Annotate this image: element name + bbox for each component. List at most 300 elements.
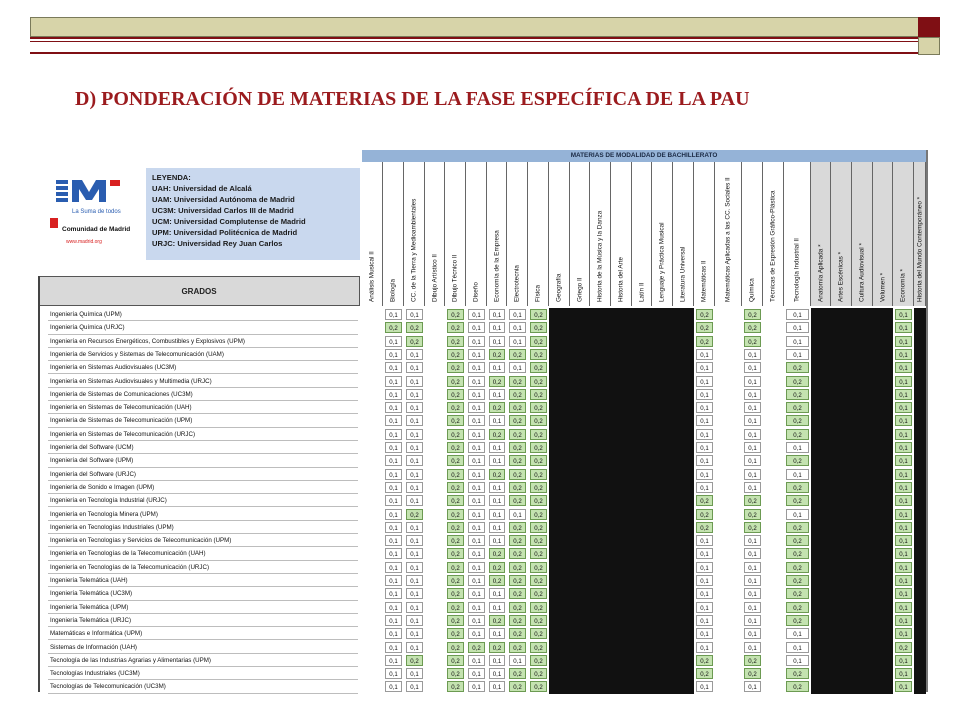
weight-cell: 0,1	[744, 548, 761, 559]
weight-cell: 0,1	[895, 509, 912, 520]
column-header	[831, 162, 852, 306]
weight-cell: 0,1	[744, 402, 761, 413]
weight-cell: 0,1	[696, 482, 713, 493]
legend-item: URJC: Universidad Rey Juan Carlos	[152, 239, 283, 248]
column-header	[763, 162, 784, 306]
weight-cell: 0,1	[895, 349, 912, 360]
weight-cell: 0,1	[696, 362, 713, 373]
weight-cell: 0,2	[530, 668, 547, 679]
column-header-label: Historia de la Música y la Danza	[596, 210, 604, 302]
weight-cell: 0,2	[530, 376, 547, 387]
weight-cell: 0,1	[468, 602, 485, 613]
weight-cell: 0,1	[786, 336, 809, 347]
weight-cell: 0,1	[696, 548, 713, 559]
weight-cell: 0,2	[530, 615, 547, 626]
weight-cell: 0,1	[406, 362, 423, 373]
header-square-red	[918, 17, 940, 37]
weight-cell: 0,2	[786, 535, 809, 546]
weight-cell: 0,1	[696, 602, 713, 613]
weight-cell: 0,2	[447, 575, 464, 586]
weight-cell: 0,2	[406, 336, 423, 347]
weight-cell: 0,1	[406, 376, 423, 387]
column-header	[852, 162, 873, 306]
weight-cell: 0,1	[385, 309, 402, 320]
weight-cell: 0,2	[530, 442, 547, 453]
weight-cell: 0,2	[489, 615, 505, 626]
weight-cell: 0,1	[468, 668, 485, 679]
weight-cell: 0,1	[786, 322, 809, 333]
logo-org-text: Comunidad de Madrid	[62, 226, 131, 233]
weight-cell: 0,1	[744, 535, 761, 546]
weight-cell: 0,2	[447, 309, 464, 320]
column-header	[590, 162, 611, 306]
weight-cell: 0,1	[696, 389, 713, 400]
column-header-label: Cultura Audiovisual *	[858, 243, 866, 302]
weight-cell: 0,2	[786, 522, 809, 533]
weight-cell: 0,1	[895, 655, 912, 666]
weight-cell: 0,2	[489, 349, 505, 360]
weight-cell: 0,1	[744, 469, 761, 480]
weight-cell: 0,1	[406, 429, 423, 440]
weight-cell: 0,1	[468, 322, 485, 333]
weight-cell: 0,1	[468, 349, 485, 360]
weight-cell: 0,2	[509, 495, 526, 506]
weight-cell: 0,1	[468, 655, 485, 666]
weight-cell: 0,1	[895, 362, 912, 373]
column-header-label: Latín II	[638, 282, 645, 302]
weight-cell: 0,1	[468, 469, 485, 480]
weight-cell: 0,2	[509, 668, 526, 679]
weight-cell: 0,1	[895, 482, 912, 493]
weight-cell: 0,1	[489, 509, 505, 520]
column-header	[694, 162, 715, 306]
grado-name: Ingeniería en Recursos Energéticos, Combustibles y Explosivos (UPM)	[48, 335, 358, 348]
weight-cell: 0,2	[509, 602, 526, 613]
weight-cell: 0,2	[744, 668, 761, 679]
header-rule	[30, 37, 918, 39]
weight-cell: 0,1	[385, 389, 402, 400]
weight-cell: 0,1	[385, 681, 402, 692]
grado-name: Ingeniería en Tecnologías y Servicios de Telecomunicación (UPM)	[48, 534, 358, 547]
weight-cell: 0,2	[786, 429, 809, 440]
weight-cell: 0,1	[468, 615, 485, 626]
weight-cell: 0,2	[786, 588, 809, 599]
column-header-label: Historia del Arte	[617, 256, 625, 302]
grados-header: GRADOS	[38, 276, 360, 306]
column-header	[466, 162, 487, 306]
grado-name: Ingeniería de Servicios y Sistemas de Telecomunicación (UAM)	[48, 348, 358, 361]
column-header	[445, 162, 466, 306]
weight-cell: 0,1	[786, 442, 809, 453]
weight-cell: 0,1	[468, 562, 485, 573]
no-weight-area	[914, 308, 926, 694]
column-header	[507, 162, 528, 306]
weight-cell: 0,1	[489, 322, 505, 333]
weight-cell: 0,1	[406, 349, 423, 360]
weight-cell: 0,1	[406, 309, 423, 320]
weight-cell: 0,2	[696, 522, 713, 533]
column-header	[487, 162, 507, 306]
weight-cell: 0,2	[509, 455, 526, 466]
weight-cell: 0,2	[786, 376, 809, 387]
weight-cell: 0,1	[385, 548, 402, 559]
weight-cell: 0,2	[509, 349, 526, 360]
weight-cell: 0,1	[468, 415, 485, 426]
weight-cell: 0,2	[530, 415, 547, 426]
legend-box	[146, 168, 360, 260]
weight-cell: 0,2	[530, 522, 547, 533]
weight-cell: 0,2	[696, 668, 713, 679]
column-header	[742, 162, 763, 306]
weight-cell: 0,2	[489, 429, 505, 440]
weight-cell: 0,2	[509, 681, 526, 692]
weight-cell: 0,1	[468, 681, 485, 692]
logo-url-text: www.madrid.org	[66, 239, 102, 245]
weight-cell: 0,2	[406, 322, 423, 333]
grado-name: Tecnología de las Industrias Agrarias y Alimentarias (UPM)	[48, 654, 358, 667]
weight-cell: 0,2	[489, 548, 505, 559]
weight-cell: 0,1	[385, 522, 402, 533]
grado-name: Ingeniería en Sistemas Audiovisuales (UC3M)	[48, 361, 358, 374]
weight-cell: 0,1	[895, 681, 912, 692]
weight-cell: 0,2	[447, 522, 464, 533]
weight-cell: 0,2	[786, 548, 809, 559]
weight-cell: 0,1	[489, 668, 505, 679]
weight-cell: 0,1	[895, 429, 912, 440]
column-header	[632, 162, 652, 306]
weight-cell: 0,1	[509, 362, 526, 373]
weight-cell: 0,2	[786, 615, 809, 626]
grado-name: Ingeniería en Tecnología Industrial (URJC)	[48, 494, 358, 507]
weight-cell: 0,1	[385, 588, 402, 599]
grado-name: Ingeniería de Sonido e Imagen (UPM)	[48, 481, 358, 494]
weight-cell: 0,1	[489, 628, 505, 639]
table-left-border	[38, 276, 40, 692]
column-header-label: Griego II	[576, 277, 583, 302]
weight-cell: 0,2	[509, 429, 526, 440]
weight-cell: 0,2	[530, 509, 547, 520]
weight-cell: 0,2	[447, 469, 464, 480]
weight-cell: 0,1	[385, 642, 402, 653]
weight-cell: 0,1	[489, 336, 505, 347]
weight-cell: 0,1	[406, 442, 423, 453]
weight-cell: 0,1	[406, 482, 423, 493]
weight-cell: 0,2	[530, 681, 547, 692]
weight-cell: 0,2	[447, 455, 464, 466]
weight-cell: 0,1	[744, 681, 761, 692]
column-header	[362, 162, 383, 306]
grado-name: Sistemas de Información (UAH)	[48, 641, 358, 654]
column-header	[549, 162, 570, 306]
weight-cell: 0,1	[696, 615, 713, 626]
weight-cell: 0,2	[786, 362, 809, 373]
weight-cell: 0,1	[895, 376, 912, 387]
weight-cell: 0,1	[406, 402, 423, 413]
weight-cell: 0,2	[447, 402, 464, 413]
column-header	[893, 162, 914, 306]
weight-cell: 0,2	[696, 509, 713, 520]
weight-cell: 0,1	[744, 562, 761, 573]
weight-cell: 0,2	[509, 628, 526, 639]
header-bar	[30, 17, 920, 37]
weight-cell: 0,2	[786, 495, 809, 506]
column-header-label: Técnicas de Expresión Gráfico-Plástica	[769, 190, 777, 302]
weight-cell: 0,2	[509, 562, 526, 573]
column-header-label: Física	[534, 284, 542, 302]
weight-cell: 0,1	[744, 429, 761, 440]
weight-cell: 0,1	[895, 495, 912, 506]
weight-cell: 0,2	[447, 482, 464, 493]
weight-cell: 0,2	[786, 455, 809, 466]
column-header	[383, 162, 404, 306]
column-header-label: Química	[748, 278, 756, 302]
weight-cell: 0,2	[447, 349, 464, 360]
no-weight-area	[549, 308, 694, 694]
weight-cell: 0,2	[447, 602, 464, 613]
weight-cell: 0,1	[406, 562, 423, 573]
weight-cell: 0,1	[744, 349, 761, 360]
weight-cell: 0,1	[468, 482, 485, 493]
weight-cell: 0,1	[489, 655, 505, 666]
weight-cell: 0,1	[385, 336, 402, 347]
weight-cell: 0,1	[385, 535, 402, 546]
weight-cell: 0,2	[530, 469, 547, 480]
weight-cell: 0,1	[385, 362, 402, 373]
weight-cell: 0,2	[530, 562, 547, 573]
weight-cell: 0,1	[468, 362, 485, 373]
weight-cell: 0,1	[744, 415, 761, 426]
weight-cell: 0,2	[530, 402, 547, 413]
weight-cell: 0,1	[895, 442, 912, 453]
weight-cell: 0,2	[489, 642, 505, 653]
weight-cell: 0,2	[447, 509, 464, 520]
column-header-label: Geografía	[555, 273, 563, 302]
weight-cell: 0,2	[509, 615, 526, 626]
weight-cell: 0,1	[468, 588, 485, 599]
legend-item: UCM: Universidad Complutense de Madrid	[152, 217, 306, 226]
weight-cell: 0,2	[509, 442, 526, 453]
weight-cell: 0,1	[744, 642, 761, 653]
column-header	[873, 162, 893, 306]
weight-cell: 0,1	[468, 402, 485, 413]
column-header-label: Dibujo Artístico II	[431, 254, 438, 302]
weight-cell: 0,2	[530, 349, 547, 360]
weight-cell: 0,2	[786, 668, 809, 679]
weight-cell: 0,2	[744, 522, 761, 533]
column-header	[611, 162, 632, 306]
weight-cell: 0,2	[530, 602, 547, 613]
weight-cell: 0,1	[385, 402, 402, 413]
weight-cell: 0,2	[696, 322, 713, 333]
weight-cell: 0,2	[696, 655, 713, 666]
weight-cell: 0,1	[895, 562, 912, 573]
weight-cell: 0,2	[786, 402, 809, 413]
weight-cell: 0,1	[509, 309, 526, 320]
grado-name: Ingeniería del Software (URJC)	[48, 468, 358, 481]
weight-cell: 0,1	[468, 389, 485, 400]
weight-cell: 0,1	[406, 548, 423, 559]
weight-cell: 0,1	[406, 575, 423, 586]
weight-cell: 0,2	[509, 415, 526, 426]
weight-cell: 0,1	[406, 588, 423, 599]
weight-cell: 0,2	[447, 588, 464, 599]
header-rule-bottom	[30, 52, 918, 54]
weight-cell: 0,1	[744, 389, 761, 400]
column-header	[528, 162, 549, 306]
grado-name: Ingeniería en Sistemas de Telecomunicación (URJC)	[48, 428, 358, 441]
weight-cell: 0,2	[489, 376, 505, 387]
weight-cell: 0,2	[530, 455, 547, 466]
weight-cell: 0,1	[385, 628, 402, 639]
weight-cell: 0,2	[530, 389, 547, 400]
weight-cell: 0,2	[447, 562, 464, 573]
weight-cell: 0,1	[509, 509, 526, 520]
weight-cell: 0,1	[468, 575, 485, 586]
weight-cell: 0,1	[489, 602, 505, 613]
weight-cell: 0,2	[786, 602, 809, 613]
weight-cell: 0,1	[786, 509, 809, 520]
weight-cell: 0,1	[385, 442, 402, 453]
grado-name: Ingeniería Química (URJC)	[48, 321, 358, 334]
weight-cell: 0,2	[509, 588, 526, 599]
grado-name: Ingeniería en Tecnologías de la Telecomunicación (URJC)	[48, 561, 358, 574]
column-header-label: Dibujo Técnico II	[451, 254, 459, 302]
weight-cell: 0,1	[406, 642, 423, 653]
weight-cell: 0,2	[447, 442, 464, 453]
weight-cell: 0,2	[447, 628, 464, 639]
weight-cell: 0,1	[385, 655, 402, 666]
weight-cell: 0,2	[489, 575, 505, 586]
weight-cell: 0,1	[895, 402, 912, 413]
weight-cell: 0,2	[530, 495, 547, 506]
weight-cell: 0,2	[447, 495, 464, 506]
grado-name: Ingeniería en Sistemas Audiovisuales y Multimedia (URJC)	[48, 375, 358, 388]
weight-cell: 0,1	[895, 588, 912, 599]
weight-cell: 0,1	[468, 548, 485, 559]
weight-cell: 0,1	[468, 628, 485, 639]
weight-cell: 0,2	[509, 642, 526, 653]
grado-name: Ingeniería en Sistemas de Telecomunicación (UAH)	[48, 401, 358, 414]
weight-cell: 0,1	[489, 588, 505, 599]
weight-cell: 0,2	[530, 548, 547, 559]
legend-item: UAM: Universidad Autónoma de Madrid	[152, 195, 295, 204]
weight-cell: 0,1	[385, 429, 402, 440]
weight-cell: 0,2	[509, 535, 526, 546]
weight-cell: 0,1	[509, 655, 526, 666]
weight-cell: 0,2	[786, 389, 809, 400]
column-header-label: Lenguaje y Práctica Musical	[658, 222, 666, 302]
weight-cell: 0,1	[468, 522, 485, 533]
weight-cell: 0,1	[696, 535, 713, 546]
weight-cell: 0,2	[509, 575, 526, 586]
weight-cell: 0,1	[406, 469, 423, 480]
column-header-label: Literatura Universal	[679, 246, 687, 302]
grado-name: Ingeniería Química (UPM)	[48, 308, 358, 321]
weight-cell: 0,1	[744, 376, 761, 387]
weight-cell: 0,2	[530, 322, 547, 333]
column-header-label: Anatomía Aplicada *	[817, 244, 824, 302]
weight-cell: 0,2	[530, 362, 547, 373]
grado-name: Tecnologías de Telecomunicación (UC3M)	[48, 680, 358, 693]
weight-cell: 0,1	[786, 349, 809, 360]
weight-cell: 0,1	[895, 575, 912, 586]
weight-cell: 0,1	[489, 309, 505, 320]
weight-cell: 0,1	[406, 602, 423, 613]
weight-cell: 0,2	[447, 668, 464, 679]
weight-cell: 0,2	[509, 376, 526, 387]
grado-name: Ingeniería del Software (UPM)	[48, 454, 358, 467]
weight-cell: 0,1	[696, 575, 713, 586]
weight-cell: 0,2	[744, 309, 761, 320]
weight-cell: 0,1	[744, 588, 761, 599]
grado-name: Tecnologías Industriales (UC3M)	[48, 667, 358, 680]
logo-brand-text: La Suma de todos	[72, 209, 121, 215]
weight-cell: 0,1	[895, 548, 912, 559]
weight-cell: 0,1	[406, 615, 423, 626]
weight-cell: 0,1	[895, 522, 912, 533]
weight-cell: 0,1	[385, 455, 402, 466]
weight-cell: 0,1	[489, 681, 505, 692]
weight-cell: 0,2	[447, 376, 464, 387]
weight-cell: 0,2	[489, 402, 505, 413]
weight-cell: 0,1	[406, 495, 423, 506]
weight-cell: 0,1	[489, 455, 505, 466]
weight-cell: 0,1	[489, 522, 505, 533]
weight-cell: 0,1	[895, 628, 912, 639]
weight-cell: 0,1	[696, 402, 713, 413]
weight-cell: 0,2	[447, 681, 464, 692]
column-header-label: Artes Escénicas *	[837, 251, 845, 302]
grado-name: Ingeniería Telemática (UPM)	[48, 601, 358, 614]
weight-cell: 0,1	[696, 415, 713, 426]
weight-cell: 0,1	[696, 562, 713, 573]
weight-cell: 0,1	[385, 575, 402, 586]
weight-cell: 0,1	[489, 495, 505, 506]
column-header-label: Tecnología Industrial II	[793, 238, 801, 302]
slide-title: D) PONDERACIÓN DE MATERIAS DE LA FASE ESPECÍFICA DE LA PAU	[75, 88, 750, 110]
grado-name: Ingeniería en Tecnología Minera (UPM)	[48, 508, 358, 521]
weight-cell: 0,1	[786, 642, 809, 653]
weight-cell: 0,2	[406, 655, 423, 666]
weight-cell: 0,1	[696, 442, 713, 453]
column-header	[914, 162, 926, 306]
weight-cell: 0,1	[385, 469, 402, 480]
weight-cell: 0,1	[696, 642, 713, 653]
weight-cell: 0,1	[696, 349, 713, 360]
weight-cell: 0,1	[489, 389, 505, 400]
weight-cell: 0,2	[744, 495, 761, 506]
weight-cell: 0,1	[489, 482, 505, 493]
column-header-label: Electrotecnia	[513, 265, 521, 302]
weight-cell: 0,1	[696, 588, 713, 599]
weight-cell: 0,2	[744, 655, 761, 666]
column-header-label: CC. de la Tierra y Medioambientales	[410, 198, 418, 302]
weight-cell: 0,1	[468, 336, 485, 347]
weight-cell: 0,1	[895, 455, 912, 466]
weight-cell: 0,2	[530, 309, 547, 320]
weight-cell: 0,1	[385, 495, 402, 506]
column-header-label: Matemáticas II	[700, 260, 708, 302]
weight-cell: 0,2	[696, 309, 713, 320]
no-weight-area	[811, 308, 893, 694]
header-square-beige	[918, 37, 940, 55]
weight-cell: 0,1	[385, 349, 402, 360]
column-header-label: Historia del Mundo Contemporáneo *	[916, 196, 923, 302]
weight-cell: 0,1	[696, 429, 713, 440]
weight-cell: 0,1	[468, 442, 485, 453]
weight-cell: 0,2	[406, 509, 423, 520]
weight-cell: 0,2	[447, 389, 464, 400]
